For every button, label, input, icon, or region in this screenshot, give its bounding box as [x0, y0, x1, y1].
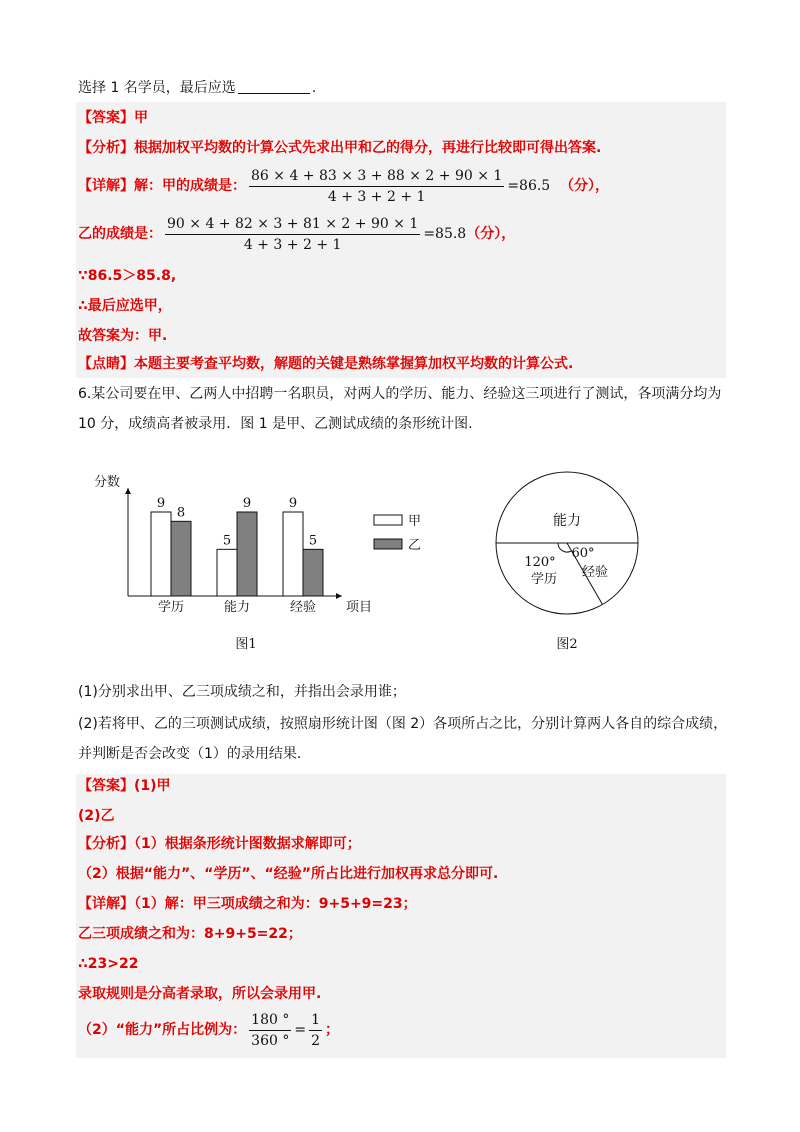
pie-angle-label-经验: 60°: [571, 546, 595, 561]
q6-answer-2: (2)乙: [78, 808, 115, 824]
q6-angle-denominator: 360 °: [251, 1032, 290, 1049]
bar-value-label-经验-乙: 5: [308, 533, 318, 549]
q6-sub-question-2b: 并判断是否会改变（1）的录用结果.: [78, 746, 302, 762]
q6-sub-question-1: (1)分别求出甲、乙三项成绩之和，并指出会录用谁；: [78, 684, 406, 700]
pie-slice-label-经验: 经验: [581, 565, 609, 580]
bar-能力-甲: [217, 549, 237, 596]
q5-unit-1: （分），: [559, 178, 609, 194]
bar-学历-甲: [151, 512, 171, 596]
q5-therefore: ∴最后应选甲，: [78, 298, 172, 314]
q6-stem-line-2: 10 分，成绩高者被录用．图 1 是甲、乙测试成绩的条形统计图.: [78, 416, 473, 432]
q6-detail-3: ∴23>22: [78, 956, 139, 972]
y-axis-label: 分数: [94, 475, 121, 490]
bar-chart-figure-1: [94, 474, 421, 652]
legend-label-甲: 甲: [408, 514, 422, 529]
q6-detail-5: [78, 1010, 339, 1050]
bar-value-label-能力-乙: 9: [242, 496, 252, 511]
q5-yi-denominator: 4 + 3 + 2 + 1: [243, 236, 342, 253]
q5-jia-denominator: 4 + 3 + 2 + 1: [327, 188, 426, 205]
q6-analysis-2: （2）根据“能力”、“学历”、“经验”所占比进行加权再求总分即可.: [78, 866, 499, 882]
pie-slice-label-学历: 学历: [530, 572, 558, 587]
q6-stem-line-1: 6.某公司要在甲、乙两人中招聘一名职员，对两人的学历、能力、经验这三项进行了测试，各项满分均为: [78, 386, 722, 402]
pie-slice-label-能力: 能力: [553, 513, 581, 529]
q5-yi-result: =85.8: [423, 226, 467, 242]
y-axis-arrow: [125, 488, 131, 494]
q5-yi-label: 乙的成绩是：: [78, 226, 162, 242]
bar-学历-乙: [171, 521, 191, 596]
q5-tail-period: .: [311, 80, 317, 96]
legend-swatch-甲: [374, 515, 402, 525]
q5-final-answer: 故答案为：甲.: [78, 328, 168, 344]
q5-because: ∵86.5＞85.8,: [78, 268, 177, 284]
q6-detail-1: 【详解】（1）解：甲三项成绩之和为：9+5+9=23；: [78, 896, 417, 912]
x-tick-label-经验: 经验: [289, 600, 317, 615]
q6-answer-1: 【答案】(1)甲: [78, 778, 171, 794]
q5-analysis: 【分析】根据加权平均数的计算公式先求出甲和乙的得分，再进行比较即可得出答案.: [78, 140, 602, 156]
q6-detail-2: 乙三项成绩之和为：8+9+5=22；: [78, 926, 302, 942]
q5-jia-result: =86.5: [507, 178, 551, 194]
q5-detail-label: 【详解】解：甲的成绩是：: [78, 178, 246, 194]
q5-jia-numerator: 86 × 4 + 83 × 3 + 88 × 2 + 90 × 1: [249, 167, 504, 187]
bar-value-label-经验-甲: 9: [288, 496, 298, 511]
q6-sub-question-2a: (2)若将甲、乙的三项测试成绩，按照扇形统计图（图 2）各项所占之比，分别计算两人各自的综合成绩，: [78, 716, 728, 732]
figure-1-caption: 图1: [235, 637, 257, 652]
bar-能力-乙: [237, 512, 257, 596]
bar-value-label-能力-甲: 5: [222, 533, 232, 549]
bar-value-label-学历-甲: 9: [156, 496, 166, 511]
q6-half-denominator: 2: [311, 1032, 320, 1049]
x-tick-label-学历: 学历: [157, 600, 185, 615]
q6-half-numerator: 1: [309, 1011, 322, 1031]
q6-end-mark: ；: [324, 1022, 339, 1038]
pie-angle-label-学历: 120°: [524, 555, 556, 570]
x-tick-label-能力: 能力: [223, 600, 251, 615]
q6-equals: =: [294, 1022, 307, 1038]
q5-answer: 【答案】甲: [78, 110, 148, 126]
q6-detail-4: 录取规则是分高者录取，所以会录用甲.: [78, 986, 322, 1002]
q6-half-fraction: [309, 1011, 322, 1050]
q6-angle-fraction: [249, 1011, 291, 1050]
bar-经验-乙: [303, 549, 323, 596]
q6-detail-5-label: （2）“能力”所占比例为：: [78, 1022, 247, 1038]
q5-tail-text: 选择 1 名学员，最后应选: [78, 80, 236, 96]
bar-经验-甲: [283, 512, 303, 596]
figure-2-caption: 图2: [556, 637, 578, 652]
bar-value-label-学历-乙: 8: [176, 505, 186, 521]
legend-swatch-乙: [374, 539, 402, 549]
q6-analysis-1: 【分析】（1）根据条形统计图数据求解即可；: [78, 836, 361, 852]
x-axis-label: 项目: [346, 600, 373, 615]
x-axis-arrow: [336, 593, 342, 599]
pie-chart-figure-2: [496, 472, 638, 652]
legend-label-乙: 乙: [408, 538, 422, 553]
q5-unit-2: （分），: [466, 226, 516, 242]
q5-comment: 【点睛】本题主要考查平均数，解题的关键是熟练掌握算加权平均数的计算公式.: [78, 356, 574, 372]
q5-yi-numerator: 90 × 4 + 82 × 3 + 81 × 2 + 90 × 1: [165, 215, 420, 235]
q6-angle-numerator: 180 °: [249, 1011, 291, 1031]
